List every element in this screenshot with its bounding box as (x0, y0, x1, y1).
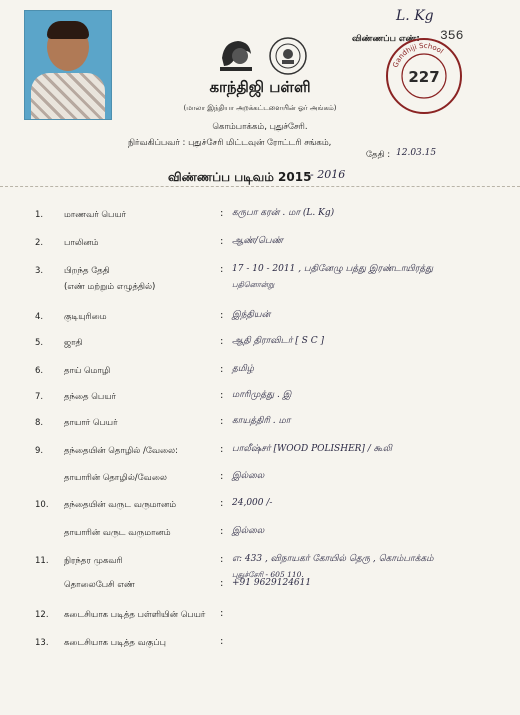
school-name: காந்திஜி பள்ளி (209, 78, 311, 96)
field-number: 7. (35, 392, 44, 402)
field-value: கருபா கரன் . மா (L. Kg) (232, 208, 335, 218)
field-label: ஜாதி (64, 338, 83, 348)
field-label: தந்தையின் வருட வருமானம் (64, 500, 177, 510)
field-label: பாலினம் (64, 238, 99, 248)
field-label: கடைசியாக படித்த வகுப்பு (64, 638, 166, 648)
field-colon: : (220, 636, 224, 647)
school-address: கொம்பாக்கம், புதுச்சேரி. (212, 122, 308, 132)
field-number: 3. (35, 266, 44, 276)
field-label: தாயாரின் வருட வருமானம் (64, 528, 171, 538)
stamp-number: 227 (408, 68, 440, 86)
date-label: தேதி : (366, 150, 391, 160)
field-number: 12. (35, 610, 49, 620)
field-colon: : (220, 608, 224, 619)
field-label-sub: (எண் மற்றும் எழுத்தில்) (64, 282, 156, 292)
field-value-cont: புதுச்சேரி - 605 110. (232, 570, 304, 579)
field-value: ஆண்/பெண் (232, 236, 284, 246)
field-colon: : (220, 554, 224, 565)
class-note: L. Kg (396, 8, 434, 24)
field-colon: : (220, 208, 224, 219)
field-colon: : (220, 390, 224, 401)
field-colon: : (220, 526, 224, 537)
field-value: மாரிமுத்து . இ (232, 390, 292, 400)
field-colon: : (220, 336, 224, 347)
field-value: இந்தியன் (232, 310, 271, 320)
field-number: 2. (35, 238, 44, 248)
application-no-value: 356 (440, 28, 464, 43)
field-value: எ: 433 , விநாயகர் கோயில் தெரு , கொம்பாக்கம் (232, 554, 434, 564)
field-value: தமிழ் (232, 364, 254, 374)
field-label: மாணவர் பெயர் (64, 210, 127, 220)
field-colon: : (220, 310, 224, 321)
field-label: தந்தையின் தொழில் /வேலை: (64, 446, 178, 456)
rotary-seal-icon (268, 36, 308, 76)
field-label: தாயார் பெயர் (64, 418, 118, 428)
school-stamp (384, 36, 464, 116)
gandhi-logo-icon (216, 36, 256, 74)
field-number: 9. (35, 446, 44, 456)
form-year-end: - 2016 (310, 168, 346, 181)
field-value: 17 - 10 - 2011 , பதினேழு பத்து இரண்டாயிரத்து (232, 264, 434, 274)
field-value: 24,000 /- (232, 498, 273, 508)
field-label: தொலைபேசி எண் (64, 580, 135, 590)
application-no-label: விண்ணப்ப எண்: (352, 34, 420, 44)
field-value: இல்லை (232, 471, 265, 481)
date-value: 12.03.15 (396, 148, 437, 158)
field-value: +91 9629124611 (232, 578, 312, 588)
field-label: கடைசியாக படித்த பள்ளியின் பெயர் (64, 610, 206, 620)
stamp-text: Gandhiji School (391, 41, 445, 69)
field-value-cont: பதினொன்று (232, 280, 275, 289)
field-colon: : (220, 444, 224, 455)
field-label: நிரந்தர முகவரி (64, 556, 123, 566)
form-title: விண்ணப்ப படிவம் 2015 (168, 170, 312, 184)
field-label: பிறந்த தேதி (64, 266, 110, 276)
field-label: தந்தை பெயர் (64, 392, 116, 402)
field-colon: : (220, 578, 224, 589)
field-number: 6. (35, 366, 44, 376)
field-colon: : (220, 364, 224, 375)
field-label: குடியுரிமை (64, 312, 107, 322)
field-colon: : (220, 264, 224, 275)
field-number: 8. (35, 418, 44, 428)
field-value: ஆதி திராவிடர் [ S C ] (232, 336, 324, 346)
field-number: 5. (35, 338, 44, 348)
title-divider (0, 186, 520, 187)
field-colon: : (220, 236, 224, 247)
administration-line: நிர்வகிப்பவர் : புதுச்சேரி மிட்டவுன் ரோட்டரி சங்கம், (128, 138, 332, 148)
photo-hair (47, 21, 89, 39)
field-number: 11. (35, 556, 49, 566)
field-value: பாலீஷ்சர் [WOOD POLISHER] / கூலி (232, 444, 392, 454)
field-value: காயத்திரி . மா (232, 416, 291, 426)
field-colon: : (220, 498, 224, 509)
field-label: தாய் மொழி (64, 366, 111, 376)
field-number: 13. (35, 638, 49, 648)
field-value: இல்லை (232, 526, 265, 536)
field-colon: : (220, 471, 224, 482)
field-number: 1. (35, 210, 44, 220)
field-number: 4. (35, 312, 44, 322)
field-number: 10. (35, 500, 49, 510)
field-label: தாயாரின் தொழில்/வேலை (64, 473, 167, 483)
field-colon: : (220, 416, 224, 427)
affiliation-line: (மாலா இந்தியா அறக்கட்டளையின் ஓர் அங்கம்) (183, 104, 337, 112)
